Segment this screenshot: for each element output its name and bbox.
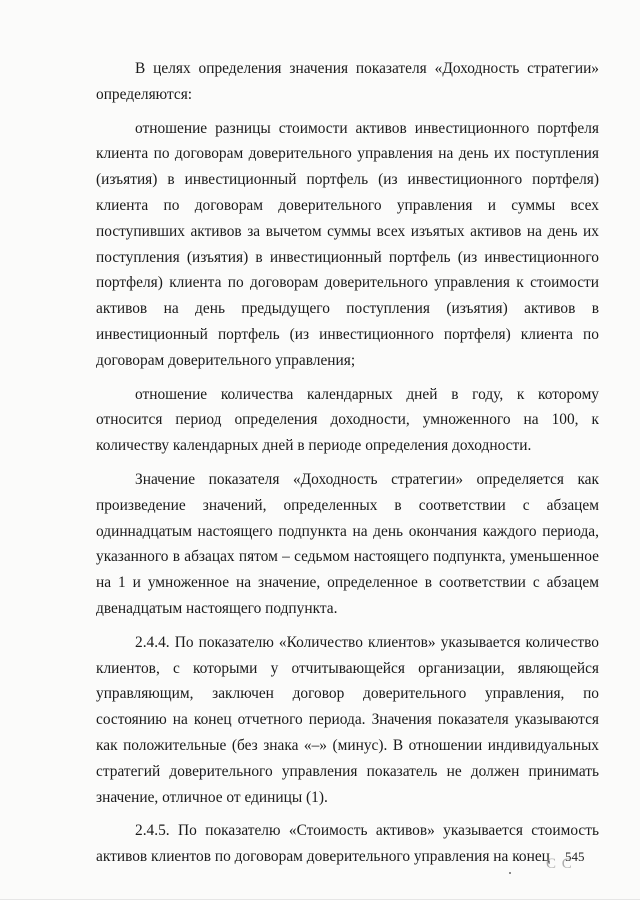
page-number: 545 <box>565 849 585 864</box>
paragraph-ratio-assets: отношение разницы стоимости активов инвестиционного портфеля клиента по договорам доверительного управления на день их поступления (изъятия) в инвестиционный портфель (из инвестиционного портфеля) клиента по договорам доверительного управления и суммы всех поступивших активов за вычетом суммы всех изъятых активов на день их поступления (изъятия) в инвестиционный портфель (из инвестиционного портфеля) клиента по договорам доверительного управления к стоимости активов на день предыдущего поступления (изъятия) активов в инвестиционный портфель (из инвестиционного портфеля) клиента по договорам доверительного управления; <box>96 119 599 369</box>
paragraph-2-4-5: 2.4.5. По показателю «Стоимость активов» указывается стоимость активов клиентов по договорам доверительного управления на конец <box>96 822 599 866</box>
faded-stamp-mark: С С <box>546 856 573 872</box>
document-body <box>96 56 599 870</box>
paragraph-2-4-4: 2.4.4. По показателю «Количество клиентов» указывается количество клиентов, с которыми у отчитывающейся организации, являющейся управляющим, заключен договор доверительного управления, по состоянию на конец отчетного периода. Значения показателя указываются как положительные (без знака «–» (минус). В отношении индивидуальных стратегий доверительного управления показатель не должен принимать значение, отличное от единицы (1). <box>96 633 599 806</box>
paragraph-strategy-value: Значение показателя «Доходность стратегии» определяется как произведение значений, определенных в соответствии с абзацем одиннадцатым настоящего подпункта на день окончания каждого периода, указанного в абзацах пятом – седьмом настоящего подпункта, уменьшенное на 1 и умноженное на значение, определенное в соответствии с абзацем двенадцатым настоящего подпункта. <box>96 470 599 617</box>
paragraph-ratio-days: отношение количества календарных дней в году, к которому относится период определения доходности, умноженного на 100, к количеству календарных дней в периоде определения доходности. <box>96 385 599 455</box>
paragraph-intro: В целях определения значения показателя «Доходность стратегии» определяются: <box>96 60 599 103</box>
scan-speck <box>509 872 511 874</box>
